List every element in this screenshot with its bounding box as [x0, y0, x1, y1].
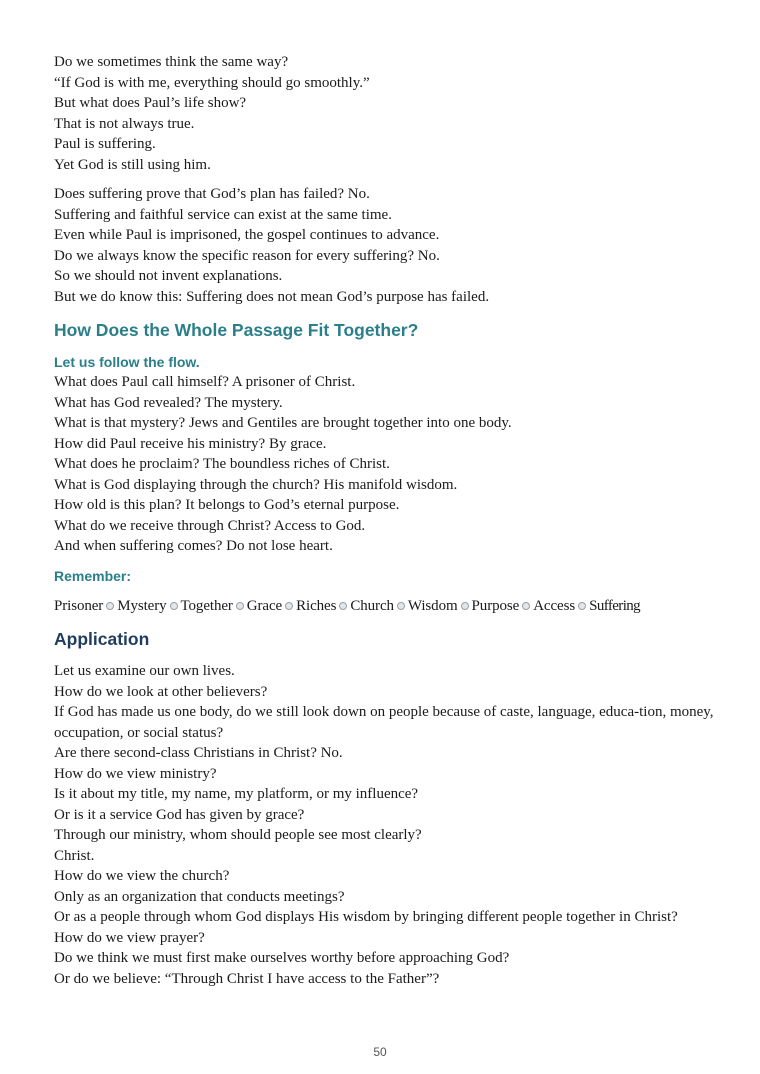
keyword: Church [350, 597, 394, 614]
text-line: Do we always know the specific reason for every suffering? No. [54, 247, 440, 264]
text-line: Or do we believe: “Through Christ I have access to the Father”? [54, 970, 440, 987]
text-line: Is it about my title, my name, my platform, or my influence? [54, 786, 419, 802]
application-heading: Application [54, 629, 150, 649]
keyword: Purpose [471, 597, 520, 614]
text-line: That is not always true. [54, 115, 195, 132]
text-line: How old is this plan? It belongs to God’s eternal purpose. [54, 497, 400, 513]
document-page [54, 52, 722, 989]
text-line: What is that mystery? Jews and Gentiles are brought together into one body. [54, 415, 512, 431]
keyword: Suffering [589, 597, 641, 614]
text-line: Only as an organization that conducts meetings? [54, 888, 345, 905]
keyword: Access [533, 597, 576, 614]
text-line: Even while Paul is imprisoned, the gospel continues to advance. [54, 227, 440, 243]
passage-heading: How Does the Whole Passage Fit Together? [54, 320, 419, 340]
text-line: Christ. [54, 847, 95, 864]
text-line: Does suffering prove that God’s plan has failed? No. [54, 186, 370, 202]
bullet-separator-icon [236, 602, 244, 610]
bullet-separator-icon [461, 602, 469, 610]
intro-paragraph [54, 52, 722, 175]
keyword: Together [180, 597, 233, 614]
text-line: Do we sometimes think the same way? [54, 54, 289, 70]
text-line: What has God revealed? The mystery. [54, 394, 283, 411]
text-line: But what does Paul’s life show? [54, 95, 247, 111]
keyword-list [54, 596, 722, 617]
page-number: 50 [373, 1045, 387, 1059]
text-line: Are there second-class Christians in Christ? No. [54, 745, 343, 761]
bullet-separator-icon [397, 602, 405, 610]
keyword: Wisdom [407, 597, 458, 614]
text-line: Or as a people through whom God displays His wisdom by bringing different people together in Christ? [54, 909, 678, 925]
text-line: What do we receive through Christ? Access to God. [54, 517, 366, 534]
bullet-separator-icon [106, 602, 114, 610]
passage-flow [54, 372, 722, 557]
keyword: Prisoner [54, 597, 104, 614]
keyword: Grace [246, 597, 283, 614]
text-line: How did Paul receive his ministry? By grace. [54, 435, 327, 452]
text-line: How do we view prayer? [54, 929, 205, 946]
text-line: If God has made us one body, do we still look down on people because of caste, language, educa-tion, money, occupation, or social status? [54, 704, 714, 741]
text-line: And when suffering comes? Do not lose heart. [54, 538, 333, 554]
bullet-separator-icon [170, 602, 178, 610]
bullet-separator-icon [285, 602, 293, 610]
text-line: Yet God is still using him. [54, 156, 211, 173]
text-line: How do we view ministry? [54, 765, 217, 782]
passage-subheading: Let us follow the flow. [54, 354, 200, 370]
text-line: Through our ministry, whom should people see most clearly? [54, 827, 422, 843]
text-line: But we do know this: Suffering does not mean God’s purpose has failed. [54, 288, 490, 305]
text-line: What does Paul call himself? A prisoner of Christ. [54, 374, 356, 390]
text-line: How do we view the church? [54, 868, 230, 884]
text-line: What does he proclaim? The boundless riches of Christ. [54, 456, 390, 472]
text-line: Do we think we must first make ourselves worthy before approaching God? [54, 950, 510, 966]
suffering-paragraph [54, 184, 722, 307]
text-line: Let us examine our own lives. [54, 663, 235, 679]
remember-heading: Remember: [54, 567, 132, 584]
text-line: Paul is suffering. [54, 136, 156, 152]
text-line: How do we look at other believers? [54, 683, 268, 700]
text-line: So we should not invent explanations. [54, 268, 283, 284]
text-line: “If God is with me, everything should go smoothly.” [54, 74, 370, 91]
keyword: Riches [296, 597, 337, 614]
keyword: Mystery [117, 597, 167, 614]
bullet-separator-icon [522, 602, 530, 610]
text-line: What is God displaying through the church? His manifold wisdom. [54, 476, 458, 493]
text-line: Or is it a service God has given by grace? [54, 806, 305, 823]
bullet-separator-icon [339, 602, 347, 610]
text-line: Suffering and faithful service can exist at the same time. [54, 206, 392, 223]
bullet-separator-icon [578, 602, 586, 610]
application-body [54, 661, 722, 989]
